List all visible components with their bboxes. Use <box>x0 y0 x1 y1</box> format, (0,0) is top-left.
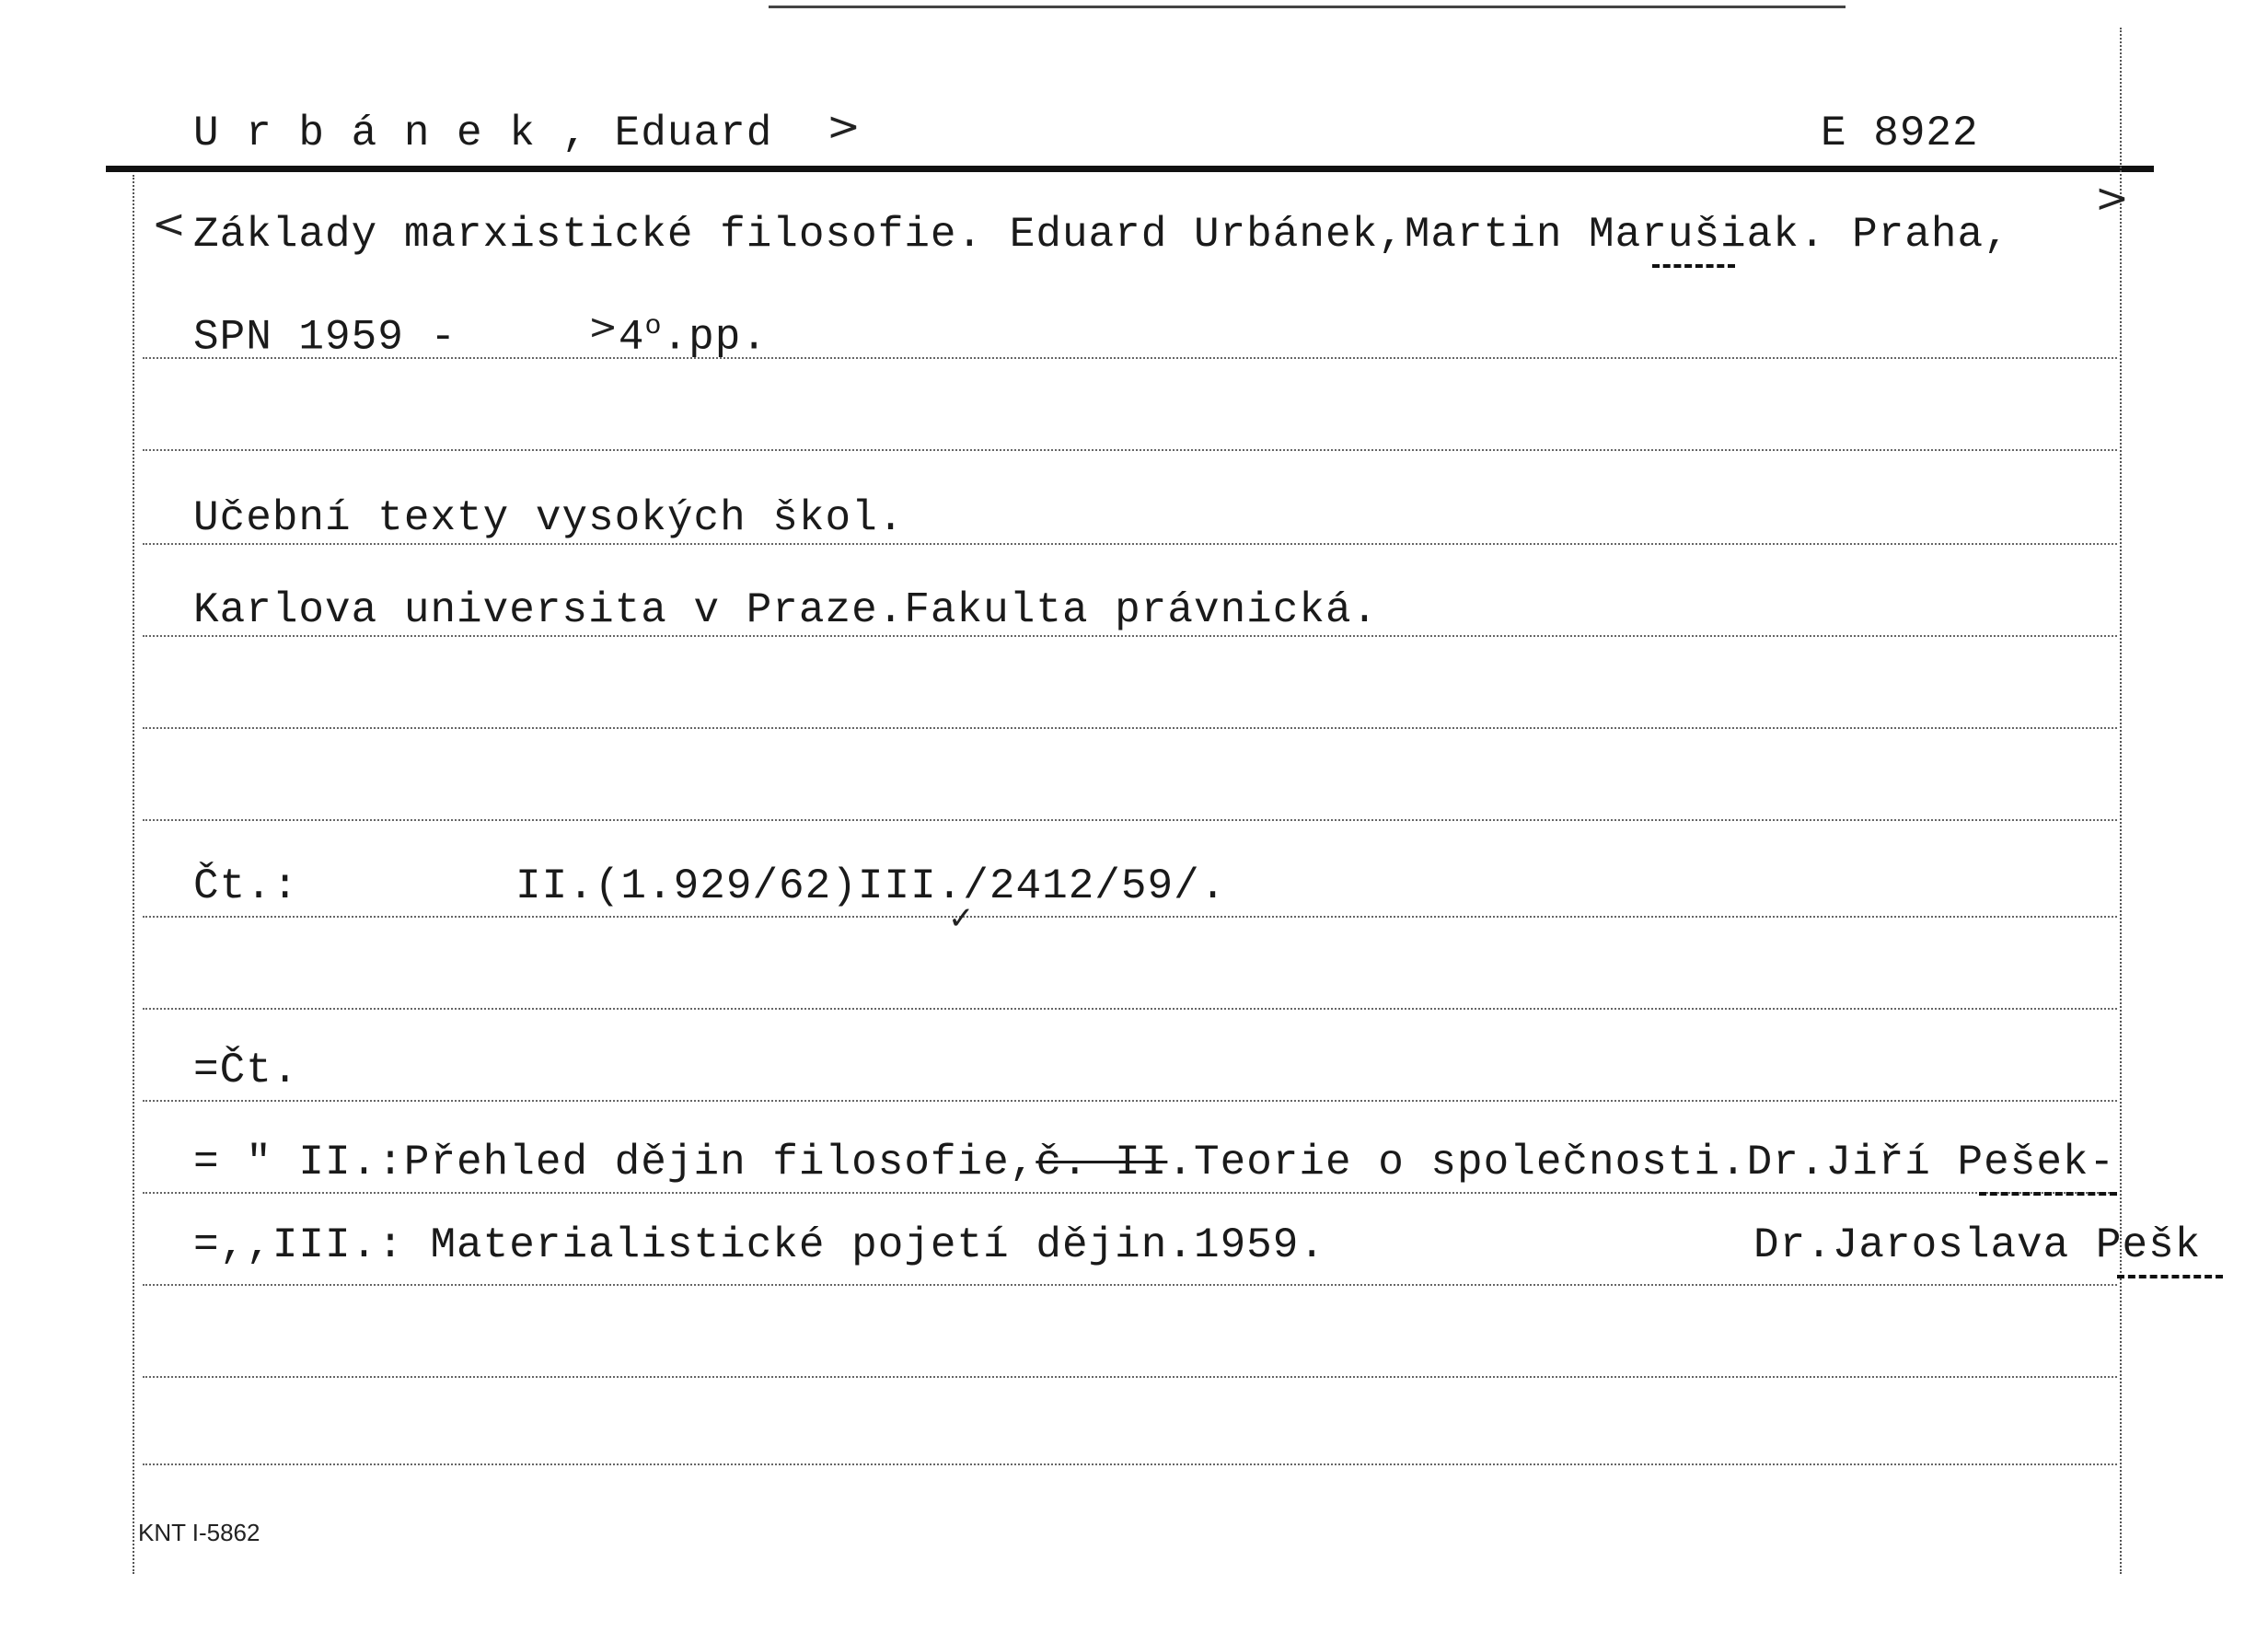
series-note: Učební texty vysokých škol. <box>193 494 905 542</box>
title-statement: Základy marxistické filosofie. Eduard Urbánek,Martin Marušiak. Praha, <box>193 211 2010 259</box>
ruled-line <box>143 449 2117 451</box>
imprint-pages: .pp. <box>662 313 768 362</box>
ruled-line <box>143 727 2117 729</box>
ruled-line <box>143 1284 2117 1286</box>
volume-line-3: =,,III.: Materialistické pojetí dějin.1959. <box>193 1221 1325 1269</box>
imprint-format: 4 <box>618 313 645 362</box>
author-heading: U r b á n e k , Eduard <box>193 110 773 157</box>
readings-value: II.(1.929/62)III./2412/59/. <box>515 862 1227 910</box>
equal-readings-label: =Čt. <box>193 1047 299 1094</box>
handwritten-mark: > <box>827 103 861 150</box>
struck-text: č. II <box>1036 1139 1168 1186</box>
imprint-format-sup: o <box>644 311 663 342</box>
top-rule <box>769 6 1846 8</box>
imprint <box>193 307 768 362</box>
ruled-line <box>143 1008 2117 1010</box>
ruled-line <box>143 1192 2117 1194</box>
ruled-line <box>143 635 2117 637</box>
handwritten-mark: > <box>2095 175 2129 222</box>
volume-line-prefix: = " II.:Přehled dějin filosofie, <box>193 1139 1036 1186</box>
underline-mark <box>1979 1192 2117 1196</box>
ruled-line <box>143 543 2117 545</box>
ruled-line <box>143 819 2117 821</box>
ruled-line <box>143 1376 2117 1378</box>
underline-mark <box>2117 1275 2223 1278</box>
card-print-code: KNT I-5862 <box>138 1519 260 1546</box>
ruled-line <box>143 1100 2117 1102</box>
institution-note: Karlova universita v Praze.Fakulta právnická. <box>193 586 1379 634</box>
handwritten-mark: > <box>588 307 619 348</box>
right-margin-line <box>2120 28 2122 1574</box>
volume-line-2-3 <box>193 1141 2115 1184</box>
call-number: E 8922 <box>1821 110 1979 157</box>
handwritten-mark: ✓ <box>948 900 975 937</box>
readings-label: Čt.: <box>193 862 299 910</box>
imprint-publisher: SPN 1959 - <box>193 313 457 362</box>
handwritten-mark: < <box>152 201 186 248</box>
volume-line-suffix: .Teorie o společnosti.Dr.Jiří Pešek- <box>1167 1139 2116 1186</box>
ruled-line <box>143 916 2117 918</box>
left-margin-line <box>133 175 134 1574</box>
ruled-line <box>143 1463 2117 1465</box>
underline-mark <box>1652 264 1735 268</box>
co-author-name: Dr.Jaroslava Pešk <box>1753 1221 2202 1269</box>
heading-rule <box>106 166 2154 172</box>
